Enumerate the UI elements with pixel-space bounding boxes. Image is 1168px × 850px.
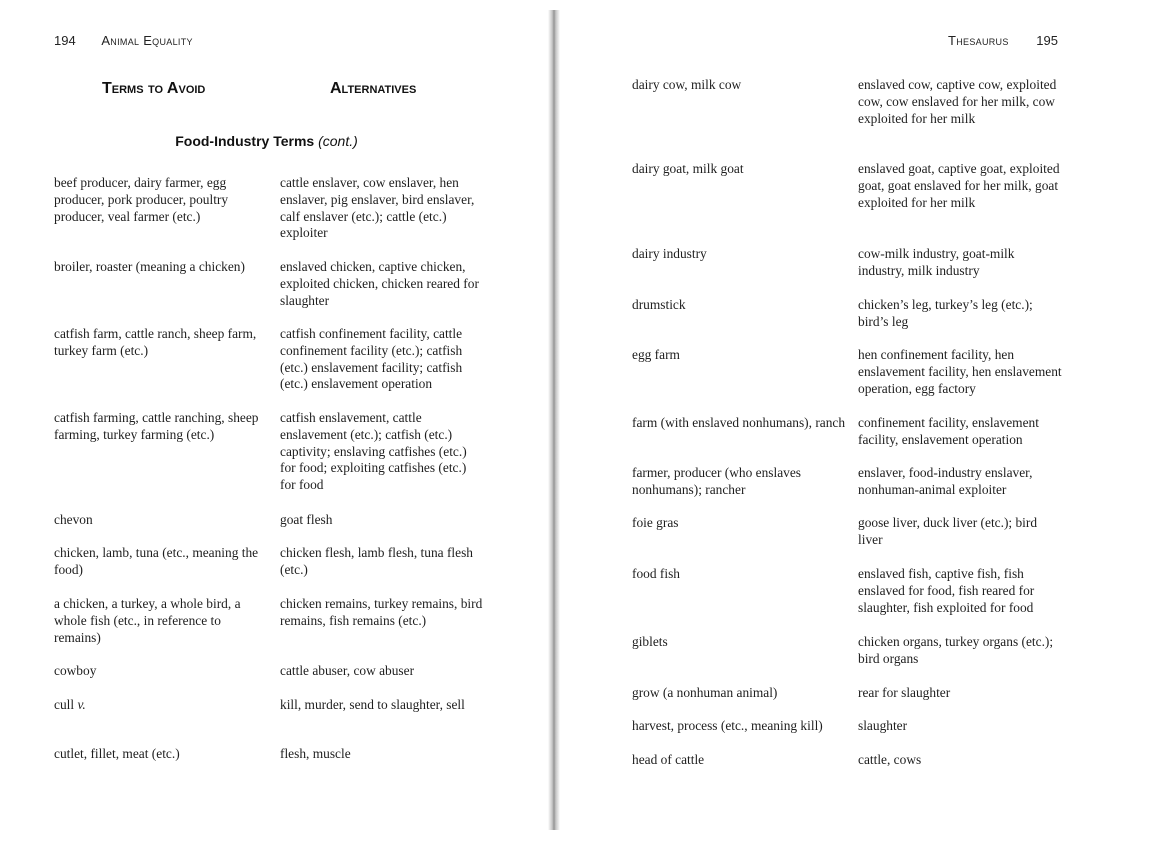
alternative: chicken remains, turkey remains, bird remains, fish remains (etc.): [280, 596, 483, 628]
section-title: [54, 133, 479, 149]
alternative: catfish enslavement, cattle enslavement (etc.); catfish (etc.) captivity; enslaving catfishes (etc.) for food; exploiting catfishes (etc.) for food: [280, 410, 467, 493]
term: giblets: [632, 634, 668, 649]
alternative: cow-milk industry, goat-milk industry, milk industry: [858, 246, 1015, 278]
alternative: chicken flesh, lamb flesh, tuna flesh (etc.): [280, 545, 473, 577]
alternative: chicken’s leg, turkey’s leg (etc.); bird’s leg: [858, 297, 1033, 329]
term: chevon: [54, 512, 93, 527]
term: broiler, roaster (meaning a chicken): [54, 259, 245, 274]
term: drumstick: [632, 297, 686, 312]
alternative: confinement facility, enslavement facility, enslavement operation: [858, 415, 1039, 447]
alternative: enslaved goat, captive goat, exploited goat, goat enslaved for her milk, goat exploited for her milk: [858, 161, 1060, 210]
alternative: goose liver, duck liver (etc.); bird liver: [858, 515, 1038, 547]
alternative: slaughter: [858, 718, 908, 733]
term: grow (a nonhuman animal): [632, 685, 778, 700]
right-page-header: [948, 33, 1058, 48]
term: dairy goat, milk goat: [632, 161, 744, 176]
term: head of cattle: [632, 752, 705, 767]
alternative: rear for slaughter: [858, 685, 951, 700]
alternative: flesh, muscle: [280, 746, 351, 761]
term: chicken, lamb, tuna (etc., meaning the food): [54, 545, 259, 577]
alternative: enslaved fish, captive fish, fish enslaved for food, fish reared for slaughter, fish exploited for food: [858, 566, 1035, 615]
part-of-speech: v.: [77, 697, 86, 712]
term: cowboy: [54, 663, 97, 678]
left-page-header: [54, 33, 193, 48]
section-title-suffix: (cont.): [318, 133, 358, 149]
term: catfish farm, cattle ranch, sheep farm, turkey farm (etc.): [54, 326, 257, 358]
term: farm (with enslaved nonhumans), ranch: [632, 415, 846, 430]
alternative: enslaved chicken, captive chicken, exploited chicken, chicken reared for slaughter: [280, 259, 479, 308]
term: egg farm: [632, 347, 680, 362]
left-running-head: Animal Equality: [101, 33, 193, 48]
terms-column-heading: Terms to Avoid: [102, 80, 206, 97]
term: foie gras: [632, 515, 679, 530]
section-title-text: Food-Industry Terms: [175, 133, 315, 149]
term: food fish: [632, 566, 680, 581]
term: catfish farming, cattle ranching, sheep farming, turkey farming (etc.): [54, 410, 259, 442]
alternative: hen confinement facility, hen enslavement facility, hen enslavement operation, egg factory: [858, 347, 1062, 396]
term: beef producer, dairy farmer, egg producer, pork producer, poultry producer, veal farmer (etc.): [54, 175, 229, 224]
alternative: kill, murder, send to slaughter, sell: [280, 697, 465, 712]
left-page-number: 194: [54, 33, 76, 48]
alternative: enslaver, food-industry enslaver, nonhuman-animal exploiter: [858, 465, 1033, 497]
term: dairy cow, milk cow: [632, 77, 742, 92]
right-running-head: Thesaurus: [948, 33, 1009, 48]
book-gutter: [548, 10, 560, 830]
alternative: cattle abuser, cow abuser: [280, 663, 415, 678]
alternative: enslaved cow, captive cow, exploited cow, cow enslaved for her milk, cow exploited for her milk: [858, 77, 1057, 126]
alternatives-column-heading: Alternatives: [330, 80, 417, 97]
alternative: cattle enslaver, cow enslaver, hen enslaver, pig enslaver, bird enslaver, calf enslaver (etc.); cattle (etc.) exploiter: [280, 175, 475, 241]
term: a chicken, a turkey, a whole bird, a whole fish (etc., in reference to remains): [54, 596, 241, 645]
term: farmer, producer (who enslaves nonhumans); rancher: [632, 465, 802, 497]
right-page-number: 195: [1036, 33, 1058, 48]
term: cutlet, fillet, meat (etc.): [54, 746, 180, 761]
term: harvest, process (etc., meaning kill): [632, 718, 823, 733]
term: [54, 697, 259, 714]
alternative: catfish confinement facility, cattle confinement facility (etc.); catfish (etc.) enslavement facility; catfish (etc.) enslavement operation: [280, 326, 463, 392]
alternative: chicken organs, turkey organs (etc.); bird organs: [858, 634, 1054, 666]
term: dairy industry: [632, 246, 707, 261]
alternative: goat flesh: [280, 512, 333, 527]
alternative: cattle, cows: [858, 752, 922, 767]
term-text: cull: [54, 697, 75, 712]
